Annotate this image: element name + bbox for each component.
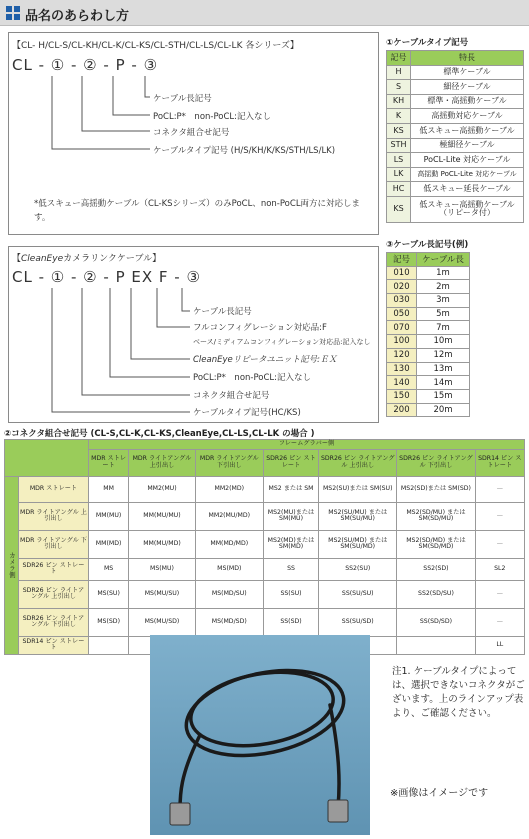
table-cell: — bbox=[475, 608, 524, 636]
table-cell: 低スキュー延長ケーブル bbox=[411, 182, 524, 197]
table-row bbox=[387, 280, 470, 294]
table-cell: KS bbox=[387, 196, 411, 222]
table-cell: MM bbox=[88, 476, 128, 502]
table-cell: MM(MD/MD) bbox=[195, 530, 263, 558]
table-header-row bbox=[387, 51, 524, 66]
label-repeater: CleanEyeリピータユニット記号:ＥＸ bbox=[193, 355, 337, 365]
table-cell: 120 bbox=[387, 348, 417, 362]
table-cell: 極細径ケーブル bbox=[411, 138, 524, 153]
table-row bbox=[387, 167, 524, 182]
table-header-cell: ケーブル長 bbox=[417, 253, 470, 267]
table-cell: SS(SU/SU) bbox=[319, 580, 397, 608]
naming-note: *低スキュー高揺動ケーブル（CL-KSシリーズ）のみPoCL、non-PoCL両方に対応します。 bbox=[34, 199, 361, 223]
table-cell: 2m bbox=[417, 280, 470, 294]
table-cell: 低スキュー高揺動ケーブル（リピータ付） bbox=[411, 196, 524, 222]
table-cell: MS(MU/SD) bbox=[129, 608, 195, 636]
row-label: MDR ライトアングル 下引出し bbox=[19, 530, 89, 558]
table-header-cell: SDR26 ピン ストレート bbox=[263, 449, 318, 476]
table-corner-cell bbox=[5, 440, 89, 477]
table-cell: MS2(SU/MU) またはSM(SU/MU) bbox=[319, 502, 397, 530]
cable-illustration bbox=[150, 635, 370, 835]
table-row bbox=[5, 608, 525, 636]
table-cell: MS(MD/SU) bbox=[195, 580, 263, 608]
label-full-config: フルコンフィグレーション対応品:F bbox=[193, 323, 327, 333]
table-row bbox=[387, 65, 524, 80]
table-row bbox=[5, 580, 525, 608]
label-pocl: PoCL:P* non-PoCL:記入なし bbox=[153, 112, 272, 122]
table-header-cell: 特長 bbox=[411, 51, 524, 66]
table-cell: PoCL-Lite 対応ケーブル bbox=[411, 153, 524, 168]
naming-code-cleaneye: CL - ① - ② - P EX F - ③ bbox=[12, 268, 201, 286]
table-row bbox=[387, 307, 470, 321]
table-cell: SS(SD) bbox=[263, 608, 318, 636]
table-cell: STH bbox=[387, 138, 411, 153]
table-cell: 13m bbox=[417, 362, 470, 376]
table-cell: 010 bbox=[387, 266, 417, 280]
table-cell: S bbox=[387, 80, 411, 95]
table-cell: LL bbox=[475, 636, 524, 654]
camera-side-label: カメラ側 bbox=[5, 476, 19, 654]
row-label: MDR ストレート bbox=[19, 476, 89, 502]
table-cell: 10m bbox=[417, 335, 470, 349]
table-cell: 150 bbox=[387, 389, 417, 403]
table-cell: 15m bbox=[417, 389, 470, 403]
table-row bbox=[387, 321, 470, 335]
table-header-cell: MDR ライトアングル 下引出し bbox=[195, 449, 263, 476]
table-cell: MM2(MD) bbox=[195, 476, 263, 502]
table-cell: 標準・高揺動ケーブル bbox=[411, 94, 524, 109]
table-cell: 20m bbox=[417, 403, 470, 417]
table-row bbox=[387, 389, 470, 403]
cable-length-table bbox=[386, 252, 470, 417]
table-cell: MS2(MD)または SM(MD) bbox=[263, 530, 318, 558]
label-base-config: ベース/ミディアムコンフィグレーション対応品:記入なし bbox=[193, 338, 371, 346]
table-row bbox=[387, 294, 470, 308]
table-cell: 12m bbox=[417, 348, 470, 362]
table-cell: SS bbox=[263, 558, 318, 580]
table-cell: 3m bbox=[417, 294, 470, 308]
table-header-cell: MDR ライトアングル 上引出し bbox=[129, 449, 195, 476]
cable-product-image bbox=[150, 635, 370, 835]
table-cell: MM2(MU) bbox=[129, 476, 195, 502]
table-cell: — bbox=[475, 530, 524, 558]
table-cell: MM(MU/MD) bbox=[129, 530, 195, 558]
table-cell: 050 bbox=[387, 307, 417, 321]
table-cell: MS2(SD/MU) またはSM(SD/MU) bbox=[397, 502, 475, 530]
table-row bbox=[387, 335, 470, 349]
table-cell: — bbox=[475, 476, 524, 502]
table-cell: SS(SU) bbox=[263, 580, 318, 608]
connector-table-title: ②コネクタ組合せ記号 (CL-S,CL-K,CL-KS,CleanEye,CL-LS,CL-LK の場合 ) bbox=[4, 429, 315, 439]
table-cell: MM2(MU/MD) bbox=[195, 502, 263, 530]
table-cell: H bbox=[387, 65, 411, 80]
table-cell: 1m bbox=[417, 266, 470, 280]
table-cell: MM(MD) bbox=[88, 530, 128, 558]
table-cell: MS2(MU)または SM(MU) bbox=[263, 502, 318, 530]
table-cell: MS2 または SM bbox=[263, 476, 318, 502]
table-row bbox=[387, 123, 524, 138]
label-connector-combo-ce: コネクタ組合せ記号 bbox=[193, 391, 270, 401]
table-row bbox=[387, 138, 524, 153]
table-cell: MS2(SD/MD) またはSM(SD/MD) bbox=[397, 530, 475, 558]
label-cable-length: ケーブル長記号 bbox=[153, 94, 212, 104]
table-cell: HC bbox=[387, 182, 411, 197]
image-caption: ※画像はイメージです bbox=[390, 788, 489, 799]
table-cell: 7m bbox=[417, 321, 470, 335]
naming-box-cleaneye-heading: 【CleanEyeカメラリンクケーブル】 bbox=[12, 254, 162, 264]
table-row bbox=[387, 94, 524, 109]
table-cell: 020 bbox=[387, 280, 417, 294]
table-cell: 低スキュー高揺動ケーブル bbox=[411, 123, 524, 138]
table-row bbox=[387, 362, 470, 376]
table-cell bbox=[397, 636, 475, 654]
table-cell: MS2(SU)または SM(SU) bbox=[319, 476, 397, 502]
table-cell: MS(SD) bbox=[88, 608, 128, 636]
table-cell: — bbox=[475, 502, 524, 530]
table-row bbox=[387, 348, 470, 362]
table-row bbox=[5, 530, 525, 558]
naming-code-standard: CL - ① - ② - P - ③ bbox=[12, 56, 159, 74]
table-header-cell: SDR26 ピン ライトアングル 上引出し bbox=[319, 449, 397, 476]
table-cell: SS2(SD) bbox=[397, 558, 475, 580]
table-header-row bbox=[387, 253, 470, 267]
table-header-cell: SDR26 ピン ライトアングル 下引出し bbox=[397, 449, 475, 476]
table-row bbox=[5, 502, 525, 530]
page-title: 品名のあらわし方 bbox=[25, 9, 130, 24]
table-cell: SS2(SD/SU) bbox=[397, 580, 475, 608]
table-row bbox=[387, 196, 524, 222]
connector-table bbox=[4, 439, 525, 655]
table-cell: MS(MU/SU) bbox=[129, 580, 195, 608]
table-row bbox=[387, 403, 470, 417]
row-label: SDR26 ピン ライトアングル 下引出し bbox=[19, 608, 89, 636]
table-cell: SL2 bbox=[475, 558, 524, 580]
table-cell: MM(MU/MU) bbox=[129, 502, 195, 530]
table-cell bbox=[88, 636, 128, 654]
table-cell: 100 bbox=[387, 335, 417, 349]
table-header-cell: 記号 bbox=[387, 51, 411, 66]
cable-length-table-title: ③ケーブル長記号(例) bbox=[386, 240, 469, 250]
table-header-cell: SDR14 ピン ストレート bbox=[475, 449, 524, 476]
table-row bbox=[387, 109, 524, 124]
image-note: 注1. ケーブルタイプによっては、選択できないコネクタがございます。上のラインアップ表より、ご確認ください。 bbox=[392, 666, 525, 719]
label-connector-combo: コネクタ組合せ記号 bbox=[153, 128, 230, 138]
table-cell: MS2(SD)または SM(SD) bbox=[397, 476, 475, 502]
table-row bbox=[387, 266, 470, 280]
table-cell: 高揺動 PoCL-Lite 対応ケーブル bbox=[411, 167, 524, 182]
cable-type-table-title: ①ケーブルタイプ記号 bbox=[386, 38, 469, 48]
table-cell: KH bbox=[387, 94, 411, 109]
table-cell: SS(SU/SD) bbox=[319, 608, 397, 636]
table-header-cell: MDR ストレート bbox=[88, 449, 128, 476]
table-row bbox=[5, 476, 525, 502]
label-cable-length-ce: ケーブル長記号 bbox=[193, 307, 252, 317]
table-cell: SS(SD/SD) bbox=[397, 608, 475, 636]
row-label: SDR26 ピン ストレート bbox=[19, 558, 89, 580]
table-row bbox=[5, 558, 525, 580]
table-cell: 5m bbox=[417, 307, 470, 321]
label-cable-type-ce: ケーブルタイプ記号(HC/KS) bbox=[193, 408, 301, 418]
table-header-cell: 記号 bbox=[387, 253, 417, 267]
label-pocl-ce: PoCL:P* non-PoCL:記入なし bbox=[193, 373, 312, 383]
table-cell: MS2(SU/MD) またはSM(SU/MD) bbox=[319, 530, 397, 558]
table-cell: MM(MU) bbox=[88, 502, 128, 530]
table-row bbox=[387, 376, 470, 390]
naming-box-standard-heading: 【CL- H/CL-S/CL-KH/CL-K/CL-KS/CL-STH/CL-LS/CL-LK 各シリーズ】 bbox=[12, 41, 299, 51]
row-label: SDR14 ピン ストレート bbox=[19, 636, 89, 654]
table-cell: MS(MU) bbox=[129, 558, 195, 580]
table-cell: MS(MD) bbox=[195, 558, 263, 580]
table-row bbox=[387, 153, 524, 168]
cable-type-table bbox=[386, 50, 524, 223]
table-cell: MS(MD/SD) bbox=[195, 608, 263, 636]
table-cell: 030 bbox=[387, 294, 417, 308]
table-cell: LK bbox=[387, 167, 411, 182]
label-cable-type: ケーブルタイプ記号 (H/S/KH/K/KS/STH/LS/LK) bbox=[153, 146, 336, 156]
table-cell: — bbox=[475, 580, 524, 608]
row-label: MDR ライトアングル 上引出し bbox=[19, 502, 89, 530]
table-row bbox=[387, 182, 524, 197]
table-row bbox=[387, 80, 524, 95]
table-cell: SS2(SU) bbox=[319, 558, 397, 580]
table-cell: 070 bbox=[387, 321, 417, 335]
table-cell: KS bbox=[387, 123, 411, 138]
table-header-row bbox=[5, 440, 525, 450]
table-group-header: フレームグラバー側 bbox=[88, 440, 524, 450]
table-cell: 140 bbox=[387, 376, 417, 390]
table-cell: 高揺動対応ケーブル bbox=[411, 109, 524, 124]
table-cell: 標準ケーブル bbox=[411, 65, 524, 80]
table-cell: 130 bbox=[387, 362, 417, 376]
table-cell: 細径ケーブル bbox=[411, 80, 524, 95]
table-cell: LS bbox=[387, 153, 411, 168]
row-label: SDR26 ピン ライトアングル 上引出し bbox=[19, 580, 89, 608]
table-cell: MS(SU) bbox=[88, 580, 128, 608]
table-cell: K bbox=[387, 109, 411, 124]
table-cell: 200 bbox=[387, 403, 417, 417]
table-cell: MS bbox=[88, 558, 128, 580]
table-cell: 14m bbox=[417, 376, 470, 390]
